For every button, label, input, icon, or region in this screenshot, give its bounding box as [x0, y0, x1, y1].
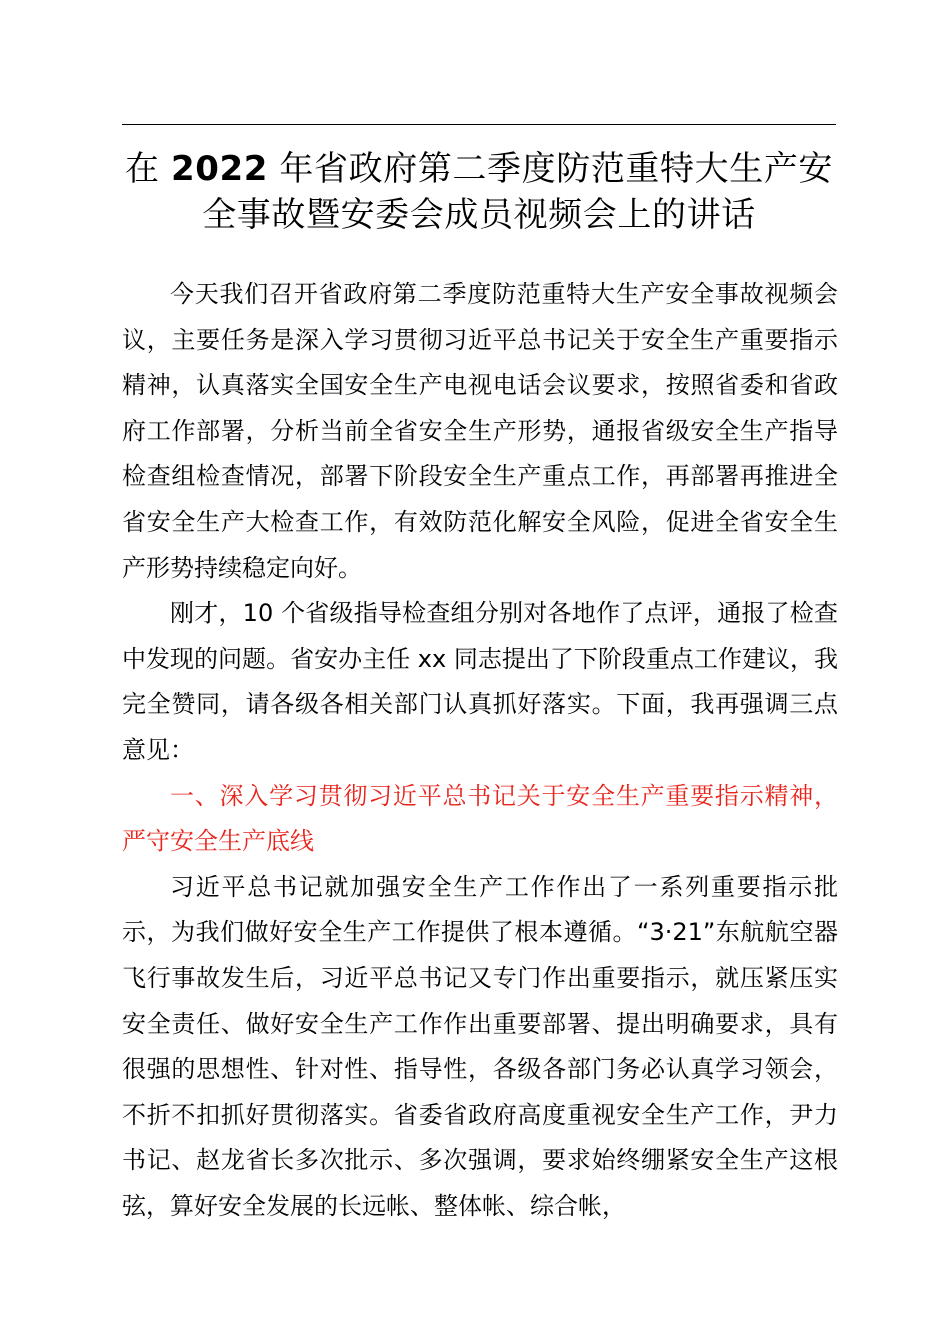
header-rule [122, 124, 836, 125]
section-heading-1: 一、深入学习贯彻习近平总书记关于安全生产重要指示精神，严守安全生产底线 [122, 781, 838, 856]
title-line-2: 全事故暨安委会成员视频会上的讲话 [202, 195, 756, 235]
paragraph-section-1: 习近平总书记就加强安全生产工作作出了一系列重要指示批示，为我们做好安全生产工作提供了根本遵循。“3·21”东航航空器飞行事故发生后，习近平总书记又专门作出重要指示，就压紧压实安全责任、做好安全生产工作作出重要部署、提出明确要求，具有很强的思想性、针对性、指导性，各级各部门务必认真学习领会，不折不扣抓好贯彻落实。省委省政府高度重视安全生产工作，尹力书记、赵龙省长多次批示、多次强调，要求始终绷紧安全生产这根弦，算好安全发展的长远帐、整体帐、综合帐， [122, 872, 838, 1220]
document-body [122, 272, 838, 1229]
paragraph-intro: 今天我们召开省政府第二季度防范重特大生产安全事故视频会议，主要任务是深入学习贯彻习近平总书记关于安全生产重要指示精神，认真落实全国安全生产电视电话会议要求，按照省委和省政府工作部署，分析当前全省安全生产形势，通报省级安全生产指导检查组检查情况，部署下阶段安全生产重点工作，再部署再推进全省安全生产大检查工作，有效防范化解安全风险，促进全省安全生产形势持续稳定向好。 [122, 280, 838, 582]
title-year: 2022 [170, 149, 269, 189]
document-title [110, 146, 848, 238]
title-line-1: 在 2022 年省政府第二季度防范重特大生产安 [124, 149, 834, 189]
paragraph-review: 刚才，10 个省级指导检查组分别对各地作了点评，通报了检查中发现的问题。省安办主任 xx 同志提出了下阶段重点工作建议，我完全赞同，请各级各相关部门认真抓好落实。下面，我再强调三点意见： [122, 599, 838, 764]
